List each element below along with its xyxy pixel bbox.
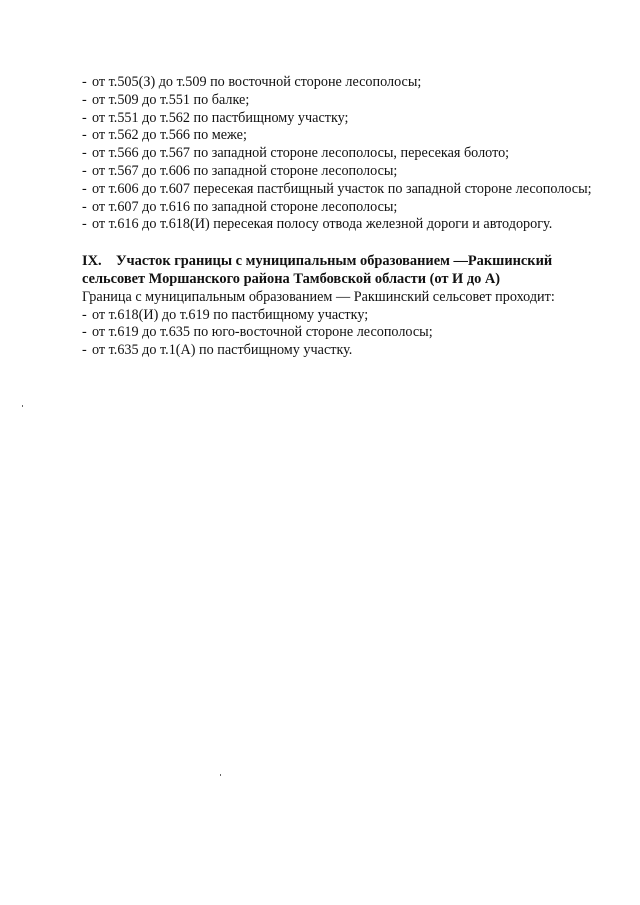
section-heading-text: Участок границы с муниципальным образованием —Ракшинский сельсовет Моршанского района Тамбовской области (от И до А) <box>82 253 553 287</box>
list-marker: - <box>82 91 87 108</box>
scan-speck <box>22 405 23 407</box>
section-ix <box>82 253 602 360</box>
section-item <box>82 307 602 325</box>
list-marker: - <box>82 74 87 90</box>
list-marker: - <box>82 127 87 144</box>
boundary-item <box>82 181 602 199</box>
boundary-item-text: от т.616 до т.618(И) пересекая полосу отвода железной дороги и автодорогу. <box>92 216 553 233</box>
boundary-item-text: от т.551 до т.562 по пастбищному участку; <box>92 109 349 126</box>
section-item-text: от т.635 до т.1(А) по пастбищному участку. <box>92 342 353 359</box>
section-item <box>82 342 602 360</box>
boundary-item-text: от т.607 до т.616 по западной стороне лесополосы; <box>92 198 398 215</box>
scan-speck <box>220 774 221 776</box>
section-number: IX. <box>82 253 102 270</box>
boundary-item <box>82 74 602 92</box>
section-intro: Граница с муниципальным образованием — Ракшинский сельсовет проходит: <box>82 288 555 305</box>
list-marker: - <box>82 162 87 179</box>
section-item-text: от т.619 до т.635 по юго-восточной стороне лесополосы; <box>92 324 433 341</box>
list-marker: - <box>82 198 87 215</box>
boundary-item-text: от т.505(З) до т.509 по восточной стороне лесополосы; <box>92 74 422 90</box>
document-content <box>82 74 602 360</box>
list-marker: - <box>82 145 87 162</box>
boundary-item <box>82 216 602 234</box>
boundary-item <box>82 92 602 110</box>
boundary-item-text: от т.567 до т.606 по западной стороне лесополосы; <box>92 162 398 179</box>
list-marker: - <box>82 109 87 126</box>
section-item-text: от т.618(И) до т.619 по пастбищному участку; <box>92 306 369 323</box>
boundary-item <box>82 145 602 163</box>
list-marker: - <box>82 180 87 197</box>
boundary-item-text: от т.606 до т.607 пересекая пастбищный участок по западной стороне лесополосы; <box>92 180 592 197</box>
boundary-item <box>82 110 602 128</box>
list-marker: - <box>82 216 87 233</box>
list-marker: - <box>82 324 87 341</box>
boundary-item-text: от т.509 до т.551 по балке; <box>92 91 250 108</box>
boundary-item <box>82 163 602 181</box>
boundary-item-text: от т.566 до т.567 по западной стороне лесополосы, пересекая болото; <box>92 145 510 162</box>
boundary-item-text: от т.562 до т.566 по меже; <box>92 127 247 144</box>
section-heading <box>82 253 602 289</box>
section-item <box>82 324 602 342</box>
list-marker: - <box>82 306 87 323</box>
boundary-item <box>82 199 602 217</box>
list-marker: - <box>82 342 87 359</box>
boundary-item <box>82 127 602 145</box>
